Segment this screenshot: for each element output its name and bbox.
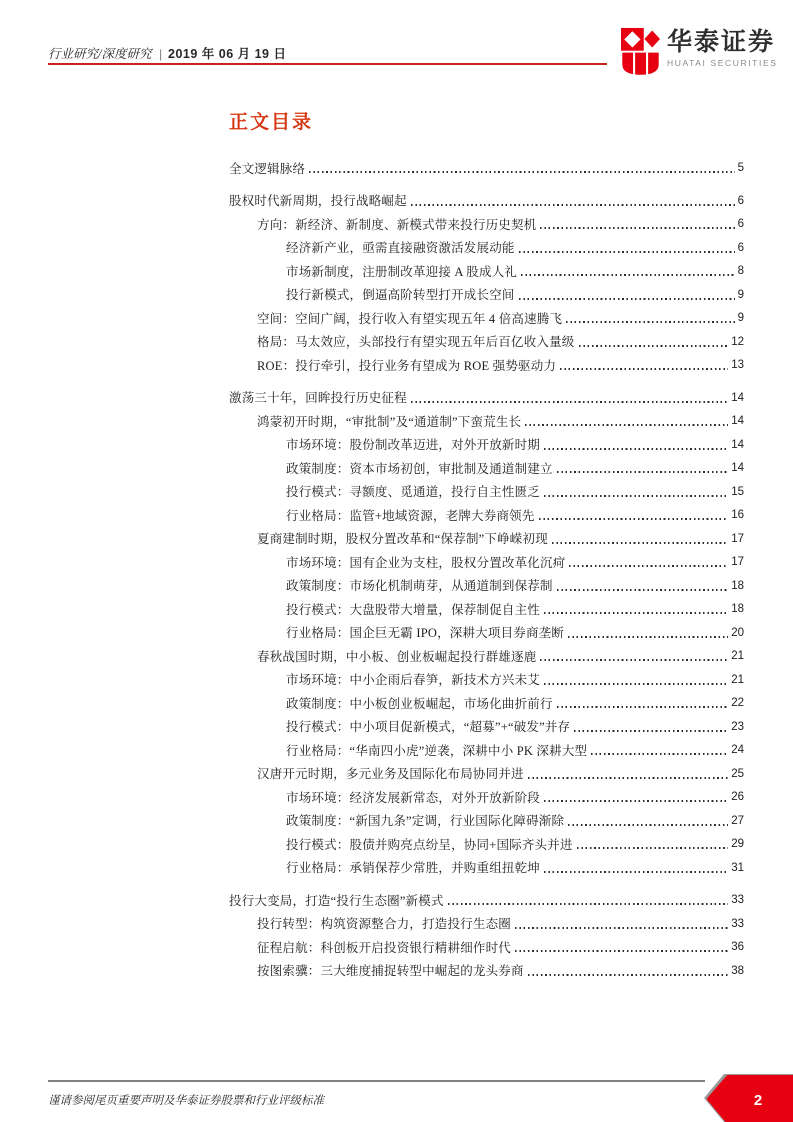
toc-entry-page-number: 33 [731,917,744,930]
toc-entry [257,908,744,932]
toc-entry [257,932,744,956]
toc-dot-leader [448,903,729,905]
toc-dot-leader [568,824,728,826]
brand-name-cn: 华泰证券 [667,28,776,56]
toc-entry-label: ROE：投行牵引，投行业务有望成为 ROE 强势驱动力 [257,358,557,373]
toc-dot-leader [525,424,728,426]
toc-entry-label: 征程启航：科创板开启投资银行精耕细作时代 [257,940,512,955]
toc-entry [286,256,744,280]
toc-entry-page-number: 14 [731,438,744,451]
toc-entry-page-number: 6 [737,218,744,231]
toc-dot-leader [544,871,728,873]
toc-entry-page-number: 18 [731,603,744,616]
toc-entry-page-number: 9 [737,288,744,301]
toc-entry [286,232,744,256]
huatai-logo [621,27,777,77]
toc-entry-label: 股权时代新周期，投行战略崛起 [229,194,407,209]
toc-entry-label: 行业格局：承销保荐少常胜，并购重组扭乾坤 [286,861,541,876]
toc-dot-leader [544,612,728,614]
toc-entries [0,153,793,979]
toc-entry-page-number: 22 [731,697,744,710]
toc-entry-page-number: 14 [731,462,744,475]
toc-entry [286,852,744,876]
toc-entry [286,500,744,524]
page-number-badge [703,1074,793,1122]
table-of-contents [0,110,793,979]
toc-entry-page-number: 21 [731,673,744,686]
page-number-text: 2 [753,1092,763,1109]
toc-entry-label: 投行模式：中小项目促新模式，“超募”+“破发”并存 [286,720,571,735]
toc-entry [286,711,744,735]
toc-entry-page-number: 6 [737,194,744,207]
toc-entry [286,688,744,712]
toc-entry [257,209,744,233]
toc-entry [257,758,744,782]
toc-dot-leader [591,753,728,755]
toc-entry-page-number: 20 [731,626,744,639]
toc-entry-label: 行业格局：国企巨无霸 IPO，深耕大项目券商垄断 [286,626,565,641]
toc-dot-leader [574,730,728,732]
toc-entry-page-number: 38 [731,964,744,977]
brand-name-en: HUATAI SECURITIES [667,58,778,68]
toc-entry-label: 方向：新经济、新制度、新模式带来投行历史契机 [257,217,537,232]
toc-entry-page-number: 13 [731,359,744,372]
toc-entry-page-number: 29 [731,838,744,851]
toc-entry-page-number: 23 [731,720,744,733]
toc-entry [286,829,744,853]
report-header-meta [48,44,286,62]
toc-entry-label: 春秋战国时期，中小板、创业板崛起投行群雄逐鹿 [257,649,537,664]
toc-entry-page-number: 9 [737,312,744,325]
toc-entry-label: 市场环境：股份制改革迈进，对外开放新时期 [286,438,541,453]
toc-dot-leader [577,847,729,849]
toc-entry-page-number: 27 [731,814,744,827]
toc-entry-page-number: 17 [731,556,744,569]
toc-entry [286,429,744,453]
toc-entry-label: 行业格局：监管+地域资源，老牌大券商领先 [286,508,535,523]
toc-entry [286,453,744,477]
toc-dot-leader [519,298,735,300]
toc-entry-page-number: 14 [731,391,744,404]
report-category: 行业研究/深度研究 [48,47,152,61]
toc-entry [286,617,744,641]
toc-dot-leader [557,471,729,473]
toc-dot-leader [539,518,729,520]
toc-entry [257,406,744,430]
toc-entry-label: 空间：空间广阔，投行收入有望实现五年 4 倍高速腾飞 [257,311,563,326]
toc-dot-leader [544,800,728,802]
toc-entry-label: 投行新模式，倒逼高阶转型打开成长空间 [286,288,515,303]
toc-title: 正文目录 [229,112,314,133]
toc-entry [229,185,744,209]
toc-entry [257,303,744,327]
toc-dot-leader [540,227,734,229]
toc-entry-page-number: 5 [737,162,744,175]
toc-entry-label: 投行模式：大盘股带大增量，保荐制促自主性 [286,602,541,617]
toc-dot-leader [552,542,728,544]
toc-entry-label: 政策制度：中小板创业板崛起，市场化曲折前行 [286,696,553,711]
toc-dot-leader [540,659,728,661]
toc-entry-label: 投行模式：寻额度、觅通道，投行自主性匮乏 [286,485,541,500]
toc-entry-label: 投行模式：股债并购亮点纷呈，协同+国际齐头并进 [286,837,573,852]
toc-dot-leader [557,706,729,708]
toc-dot-leader [544,683,728,685]
toc-entry-page-number: 14 [731,415,744,428]
toc-entry [286,664,744,688]
toc-dot-leader [411,204,735,206]
toc-entry [286,735,744,759]
report-date: 2019 年 06 月 19 日 [168,47,287,61]
toc-entry-page-number: 6 [737,241,744,254]
huatai-logo-mark-icon [621,27,660,77]
toc-entry-label: 市场新制度，注册制改革迎接 A 股成人礼 [286,264,518,279]
toc-dot-leader [568,636,728,638]
toc-dot-leader [521,274,735,276]
toc-entry-page-number: 15 [731,485,744,498]
huatai-logo-text [667,27,777,68]
toc-entry [257,955,744,979]
toc-entry-page-number: 17 [731,532,744,545]
toc-dot-leader [528,974,729,976]
toc-entry-label: 汉唐开元时期，多元业务及国际化布局协同并进 [257,767,524,782]
toc-entry-page-number: 16 [731,509,744,522]
toc-entry-label: 激荡三十年，回眸投行历史征程 [229,391,407,406]
toc-entry-page-number: 21 [731,650,744,663]
toc-entry-label: 全文逻辑脉络 [229,161,306,176]
header-separator: | [159,47,162,61]
toc-entry-label: 政策制度：资本市场初创，审批制及通道制建立 [286,461,553,476]
toc-dot-leader [579,345,729,347]
toc-entry [229,382,744,406]
toc-dot-leader [309,171,734,173]
toc-dot-leader [566,321,734,323]
toc-dot-leader [544,495,728,497]
toc-entry-page-number: 31 [731,861,744,874]
toc-entry-label: 政策制度：“新国九条”定调，行业国际化障碍渐除 [286,814,565,829]
toc-entry-label: 夏商建制时期，股权分置改革和“保荐制”下峥嵘初现 [257,532,548,547]
toc-entry [286,782,744,806]
toc-entry-page-number: 36 [731,941,744,954]
toc-entry-label: 政策制度：市场化机制萌芽，从通道制到保荐制 [286,579,553,594]
toc-entry-label: 行业格局：“华南四小虎”逆袭，深耕中小 PK 深耕大型 [286,743,588,758]
toc-entry [229,153,744,177]
toc-entry-page-number: 24 [731,744,744,757]
toc-entry-page-number: 8 [737,265,744,278]
toc-dot-leader [519,251,735,253]
toc-dot-leader [528,777,729,779]
toc-entry-label: 投行大变局，打造“投行生态圈”新模式 [229,893,444,908]
toc-entry-page-number: 26 [731,791,744,804]
toc-entry [257,641,744,665]
toc-entry [257,350,744,374]
footer-rule [48,1080,705,1082]
toc-entry-page-number: 33 [731,894,744,907]
toc-dot-leader [544,448,728,450]
toc-entry-label: 市场环境：国有企业为支柱，股权分置改革化沉疴 [286,555,566,570]
toc-entry-page-number: 25 [731,767,744,780]
toc-entry-label: 市场环境：经济发展新常态，对外开放新阶段 [286,790,541,805]
toc-entry-label: 投行转型：构筑资源整合力，打造投行生态圈 [257,917,512,932]
footer-disclaimer: 谨请参阅尾页重要声明及华泰证券股票和行业评级标准 [48,1095,324,1107]
toc-entry [286,805,744,829]
toc-entry [286,279,744,303]
toc-dot-leader [515,927,728,929]
toc-entry-label: 经济新产业，亟需直接融资激活发展动能 [286,241,515,256]
toc-entry-label: 市场环境：中小企雨后春笋，新技术方兴未艾 [286,673,541,688]
toc-entry [286,547,744,571]
toc-dot-leader [515,950,728,952]
toc-entry-label: 鸿蒙初开时期，“审批制”及“通道制”下蛮荒生长 [257,414,522,429]
header-rule [48,63,607,65]
toc-entry [257,326,744,350]
toc-entry-label: 格局：马太效应，头部投行有望实现五年后百亿收入量级 [257,335,575,350]
toc-dot-leader [569,565,728,567]
toc-entry [229,885,744,909]
toc-entry-label: 按图索骥：三大维度捕捉转型中崛起的龙头券商 [257,964,524,979]
toc-dot-leader [557,589,729,591]
toc-dot-leader [411,401,728,403]
toc-entry [286,594,744,618]
toc-entry-page-number: 12 [731,335,744,348]
toc-entry [286,570,744,594]
toc-entry [286,476,744,500]
toc-entry-page-number: 18 [731,579,744,592]
toc-dot-leader [560,368,728,370]
toc-entry [257,523,744,547]
